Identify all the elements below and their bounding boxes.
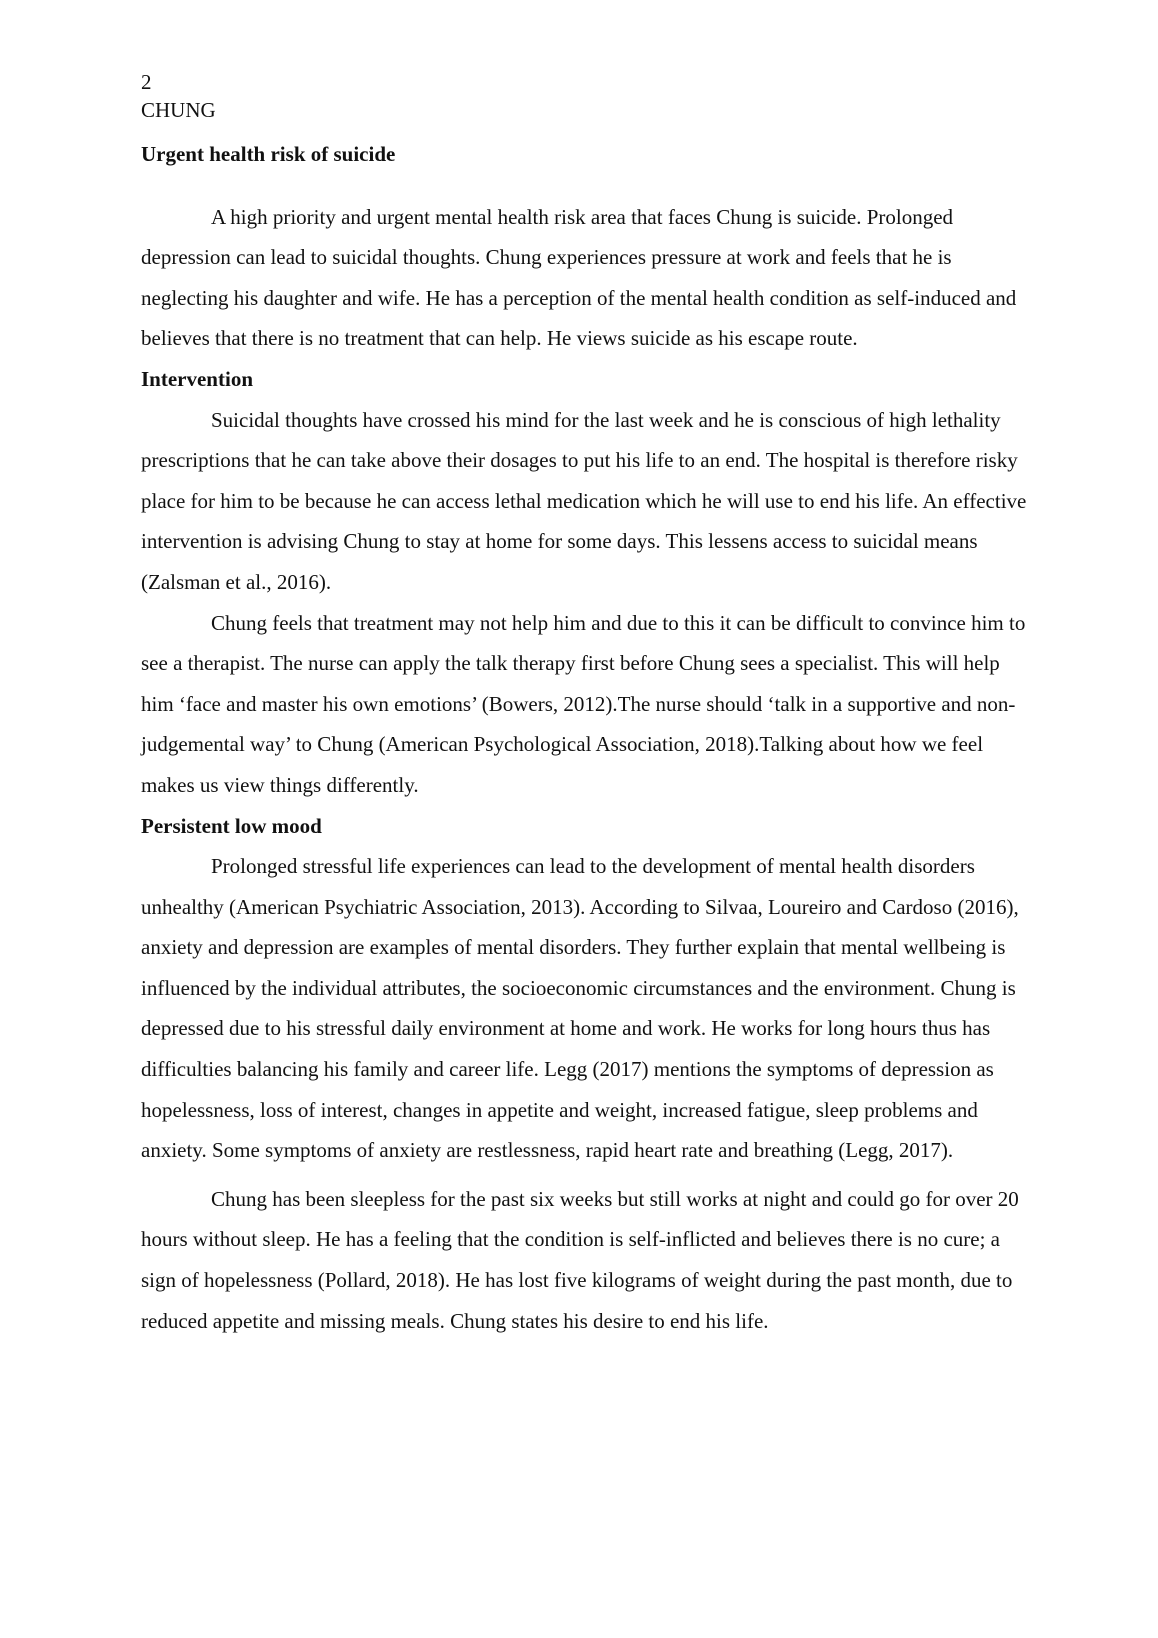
page-number: 2 (141, 70, 152, 94)
running-head: CHUNG (141, 98, 216, 122)
mood-paragraph-2: Chung has been sleepless for the past six weeks but still works at night and could go for over 20 hours without sleep. He has a feeling that the condition is self-inflicted and believes there is no cure; a sign of hopelessness (Pollard, 2018). He has lost five kilograms of weight during the past month, due to reduced appetite and missing meals. Chung states his desire to end his life. (141, 1186, 1019, 1333)
suicide-paragraph: A high priority and urgent mental health risk area that faces Chung is suicide. Prolonged depression can lead to suicidal thoughts. Chung experiences pressure at work and feels that he is neglecting his daughter and wife. He has a perception of the mental health condition as self-induced and believes that there is no treatment that can help. He views suicide as his escape route. (141, 204, 1017, 351)
mood-paragraph-1: Prolonged stressful life experiences can lead to the development of mental health disorders unhealthy (American Psychiatric Association, 2013). According to Silvaa, Loureiro and Cardoso (2016), anxiety and depression are examples of mental disorders. They further explain that mental wellbeing is influenced by the individual attributes, the socioeconomic circumstances and the environment. Chung is depressed due to his stressful daily environment at home and work. He works for long hours thus has difficulties balancing his family and career life. Legg (2017) mentions the symptoms of depression as hopelessness, loss of interest, changes in appetite and weight, increased fatigue, sleep problems and anxiety. Some symptoms of anxiety are restlessness, rapid heart rate and breathing (Legg, 2017). (141, 854, 1019, 1163)
spacer (141, 175, 1031, 197)
intervention-paragraph-1: Suicidal thoughts have crossed his mind for the last week and he is conscious of high lethality prescriptions that he can take above their dosages to put his life to an end. The hospital is therefore risky place for him to be because he can access lethal medication which he will use to end his life. An effective intervention is advising Chung to stay at home for some days. This lessens access to suicidal means (Zalsman et al., 2016). (141, 407, 1027, 594)
section-title: Urgent health risk of suicide (141, 142, 396, 166)
intervention-paragraph-2: Chung feels that treatment may not help him and due to this it can be difficult to convince him to see a therapist. The nurse can apply the talk therapy first before Chung sees a specialist. This will help him ‘face and master his own emotions’ (Bowers, 2012).The nurse should ‘talk in a supportive and non-judgemental way’ to Chung (American Psychological Association, 2018).Talking about how we feel makes us view things differently. (141, 610, 1026, 797)
intervention-heading: Intervention (141, 366, 253, 391)
mood-heading: Persistent low mood (141, 813, 322, 838)
document-page (141, 68, 1031, 1341)
